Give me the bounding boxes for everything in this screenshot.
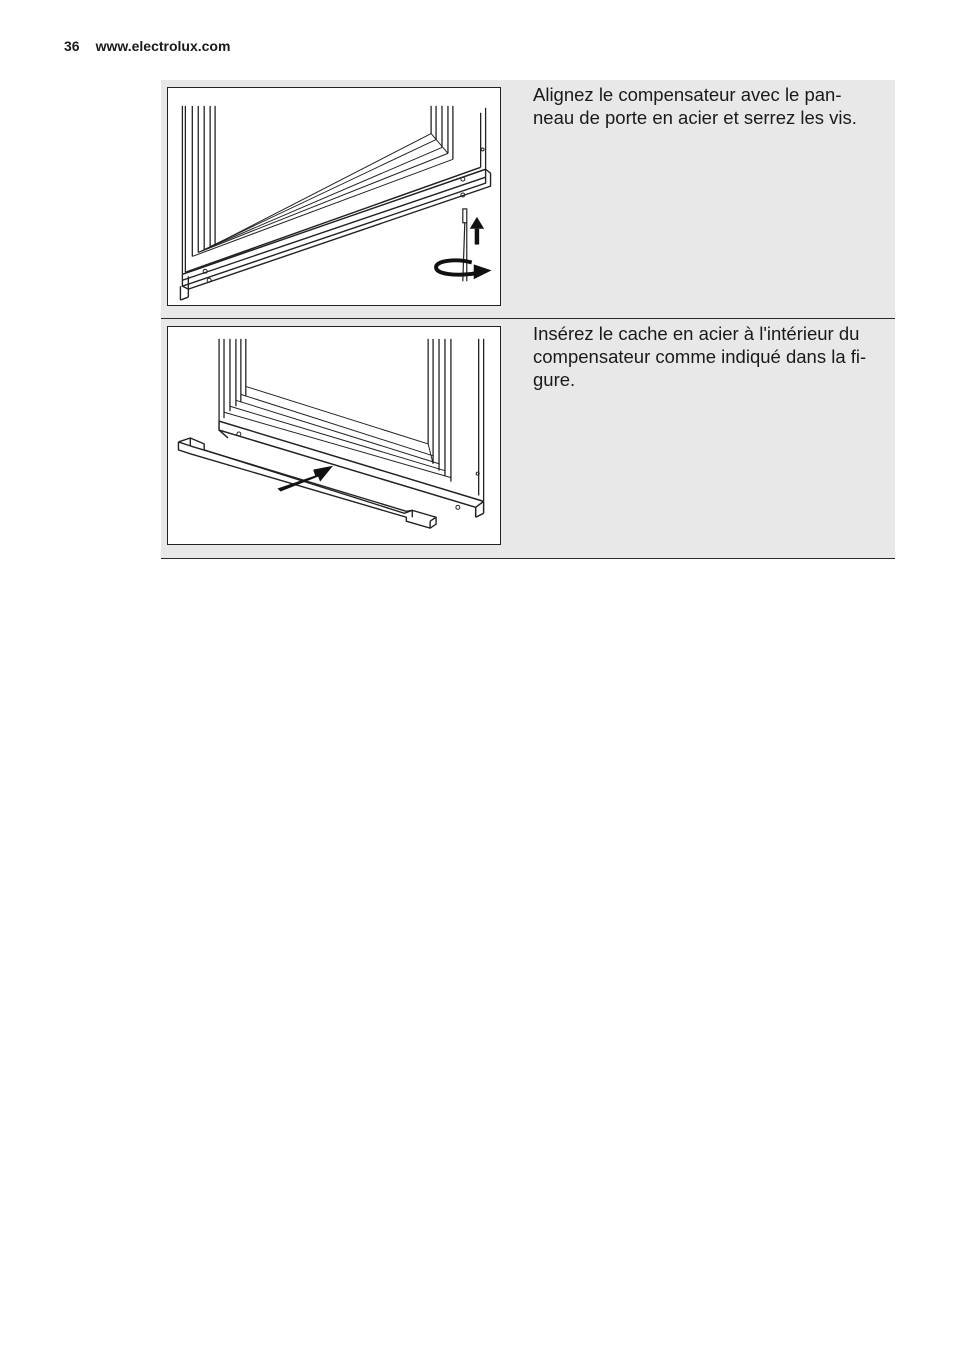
step-text-line: neau de porte en acier et serrez les vis. xyxy=(533,107,857,128)
page-number: 36 xyxy=(64,38,80,54)
instruction-steps-table xyxy=(161,80,895,559)
door-frame-right xyxy=(428,339,483,502)
door-frame-right xyxy=(431,106,485,169)
step-text-line: gure. xyxy=(533,369,576,390)
step-row-insert-cover xyxy=(161,319,895,559)
door-bottom-compensator xyxy=(219,421,484,517)
step-text-line: compensateur comme indiqué dans la fi- xyxy=(533,346,867,367)
door-frame-left xyxy=(219,339,246,421)
door-window xyxy=(224,386,451,477)
compensator-rail xyxy=(180,169,490,300)
cover-insertion-illustration xyxy=(168,327,500,544)
door-frame-left xyxy=(182,106,215,274)
step-row-align-compensator xyxy=(161,80,895,319)
screwdriver-icon xyxy=(463,209,467,281)
page-header xyxy=(64,38,230,54)
step-text-insert-cover xyxy=(533,322,883,391)
step-text-align-compensator xyxy=(533,83,883,129)
website-url: www.electrolux.com xyxy=(95,38,231,54)
step-text-line: Alignez le compensateur avec le pan- xyxy=(533,84,842,105)
arrow-up-icon xyxy=(470,217,484,245)
figure-align-compensator xyxy=(167,87,501,306)
step-text-line: Insérez le cache en acier à l'intérieur du xyxy=(533,323,860,344)
figure-insert-cover xyxy=(167,326,501,545)
door-compensator-illustration xyxy=(168,88,500,305)
